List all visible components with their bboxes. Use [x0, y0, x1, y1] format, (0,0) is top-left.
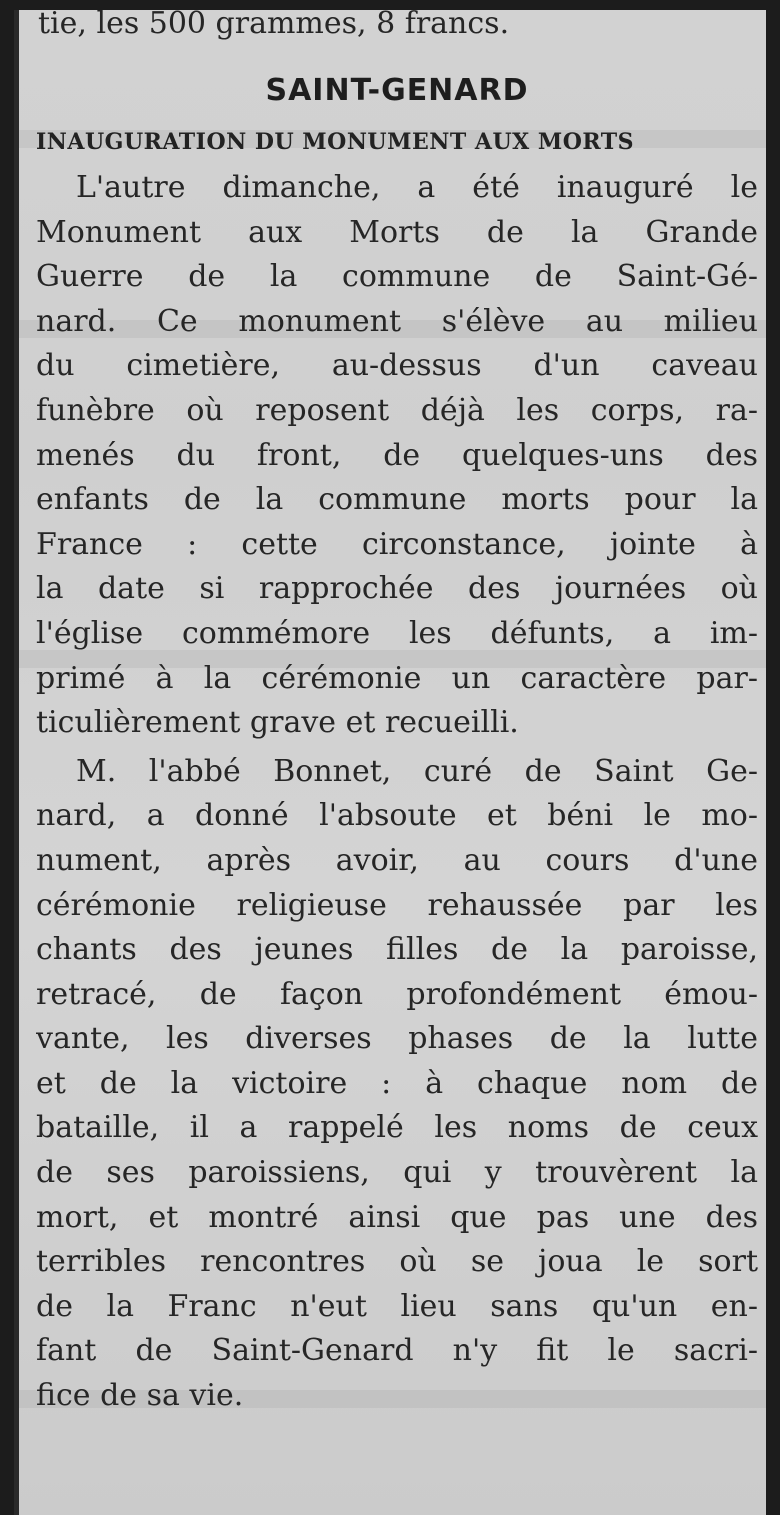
text-line: bataille, il a rappelé les noms de ceux: [36, 1110, 758, 1146]
text-line: du cimetière, au-dessus d'un caveau: [36, 348, 758, 384]
text-line: nard, a donné l'absoute et béni le mo-: [36, 798, 758, 834]
text-line: mort, et montré ainsi que pas une des: [36, 1199, 758, 1235]
text-line: enfants de la commune morts pour la: [36, 482, 758, 518]
text-line: menés du front, de quelques-uns des: [36, 437, 758, 473]
text-line: cérémonie religieuse rehaussée par les: [36, 887, 758, 923]
text-line: primé à la cérémonie un caractère par-: [36, 660, 758, 696]
text-line: la date si rapprochée des journées où: [36, 571, 758, 607]
text-line: Guerre de la commune de Saint-Gé-: [36, 259, 758, 295]
newspaper-scan: [14, 10, 766, 1515]
paragraph-2: [36, 750, 758, 1419]
text-line: chants des jeunes filles de la paroisse,: [36, 932, 758, 968]
text-line: terribles rencontres où se joua le sort: [36, 1244, 758, 1280]
text-line: de ses paroissiens, qui y trouvèrent la: [36, 1155, 758, 1191]
text-line: M. l'abbé Bonnet, curé de Saint Ge-: [76, 753, 758, 789]
text-line: et de la victoire : à chaque nom de: [36, 1065, 758, 1101]
text-line: fant de Saint-Genard n'y fit le sacri-: [36, 1333, 758, 1369]
text-line: France : cette circonstance, jointe à: [36, 526, 758, 562]
article-headline: SAINT-GENARD: [265, 73, 529, 108]
text-line: nard. Ce monument s'élève au milieu: [36, 303, 758, 339]
text-line: ticulièrement grave et recueilli.: [36, 705, 519, 741]
text-line: fice de sa vie.: [36, 1378, 244, 1414]
text-line: Monument aux Morts de la Grande: [36, 214, 758, 250]
column-rule: [14, 10, 19, 1515]
text-line: L'autre dimanche, a été inauguré le: [76, 170, 758, 205]
text-line: vante, les diverses phases de la lutte: [36, 1021, 758, 1057]
previous-article-fragment: tie, les 500 grammes, 8 francs.: [38, 10, 510, 41]
paragraph-1: [36, 166, 758, 746]
text-line: nument, après avoir, au cours d'une: [36, 842, 758, 878]
text-line: de la Franc n'eut lieu sans qu'un en-: [36, 1288, 758, 1324]
text-line: l'église commémore les défunts, a im-: [36, 615, 758, 651]
text-line: retracé, de façon profondément émou-: [36, 976, 758, 1012]
text-line: funèbre où reposent déjà les corps, ra-: [36, 392, 758, 428]
article-column: [36, 10, 758, 1419]
article-subheadline: INAUGURATION DU MONUMENT AUX MORTS: [36, 129, 635, 155]
